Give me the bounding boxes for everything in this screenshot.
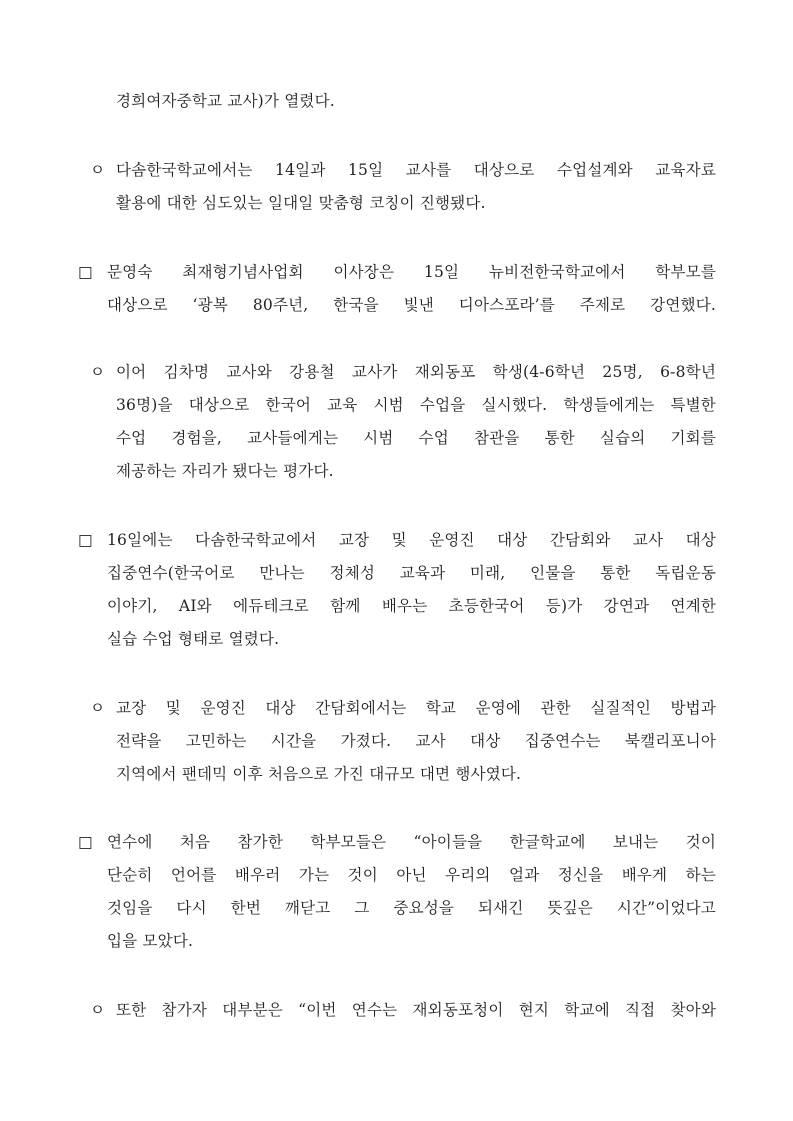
text-line: 제공하는 자리가 됐다는 평가다.	[116, 462, 334, 480]
sub-bullet-paragraph	[116, 154, 716, 220]
text-line: 대상으로 ‘광복 80주년, 한국을 빛낸 디아스포라’를 주제로 강연했다.	[107, 296, 716, 314]
box-bullet-paragraph	[107, 826, 716, 958]
text-line: 실습 수업 형태로 열렸다.	[107, 630, 280, 648]
text-line: 이야기, AI와 에듀테크로 함께 배우는 초등한국어 등)가 강연과 연계한	[107, 597, 716, 615]
sub-bullet-marker	[90, 154, 105, 187]
bullet-symbol: ㅇ	[90, 363, 105, 381]
box-bullet-marker	[78, 256, 93, 289]
text-line: 전략을 고민하는 시간을 가졌다. 교사 대상 집중연수는 북캘리포니아	[116, 732, 716, 750]
sub-bullet-paragraph	[116, 356, 716, 488]
text-line: 입을 모았다.	[107, 932, 194, 950]
paragraph-continuation	[116, 85, 756, 118]
bullet-symbol: □	[78, 531, 93, 549]
text-line: 다솜한국학교에서는 14일과 15일 교사를 대상으로 수업설계와 교육자료	[116, 161, 716, 179]
bullet-symbol: ㅇ	[90, 699, 105, 717]
text-line: 수업 경험을, 교사들에게는 시범 수업 참관을 통한 실습의 기회를	[116, 429, 716, 447]
text-line: 경희여자중학교 교사)가 열렸다.	[116, 92, 335, 110]
box-bullet-paragraph	[107, 256, 716, 322]
text-line: 또한 참가자 대부분은 “이번 연수는 재외동포청이 현지 학교에 직접 찾아와	[116, 1001, 716, 1019]
text-line: 연수에 처음 참가한 학부모들은 “아이들을 한글학교에 보내는 것이	[107, 833, 716, 851]
box-bullet-marker	[78, 826, 93, 859]
sub-bullet-paragraph	[116, 994, 716, 1027]
sub-bullet-marker	[90, 356, 105, 389]
sub-bullet-marker	[90, 994, 105, 1027]
sub-bullet-paragraph	[116, 692, 716, 791]
text-line: 지역에서 팬데믹 이후 처음으로 가진 대규모 대면 행사였다.	[116, 765, 522, 783]
text-line: 36명)을 대상으로 한국어 교육 시범 수업을 실시했다. 학생들에게는 특별한	[116, 396, 716, 414]
text-line: 16일에는 다솜한국학교에서 교장 및 운영진 대상 간담회와 교사 대상	[107, 531, 716, 549]
text-line: 활용에 대한 심도있는 일대일 맞춤형 코칭이 진행됐다.	[116, 194, 486, 212]
bullet-symbol: □	[78, 833, 93, 851]
text-line: 단순히 언어를 배우러 가는 것이 아닌 우리의 얼과 정신을 배우게 하는	[107, 866, 716, 884]
text-line: 집중연수(한국어로 만나는 정체성 교육과 미래, 인물을 통한 독립운동	[107, 564, 716, 582]
text-line: 문영숙 최재형기념사업회 이사장은 15일 뉴비전한국학교에서 학부모를	[107, 263, 716, 281]
box-bullet-paragraph	[107, 524, 716, 656]
box-bullet-marker	[78, 524, 93, 557]
bullet-symbol: ㅇ	[90, 161, 105, 179]
text-line: 것임을 다시 한번 깨닫고 그 중요성을 되새긴 뜻깊은 시간”이었다고	[107, 899, 716, 917]
text-line: 교장 및 운영진 대상 간담회에서는 학교 운영에 관한 실질적인 방법과	[116, 699, 716, 717]
sub-bullet-marker	[90, 692, 105, 725]
text-line: 이어 김차명 교사와 강용철 교사가 재외동포 학생(4-6학년 25명, 6-8학년	[116, 363, 716, 381]
bullet-symbol: ㅇ	[90, 1001, 105, 1019]
bullet-symbol: □	[78, 263, 93, 281]
